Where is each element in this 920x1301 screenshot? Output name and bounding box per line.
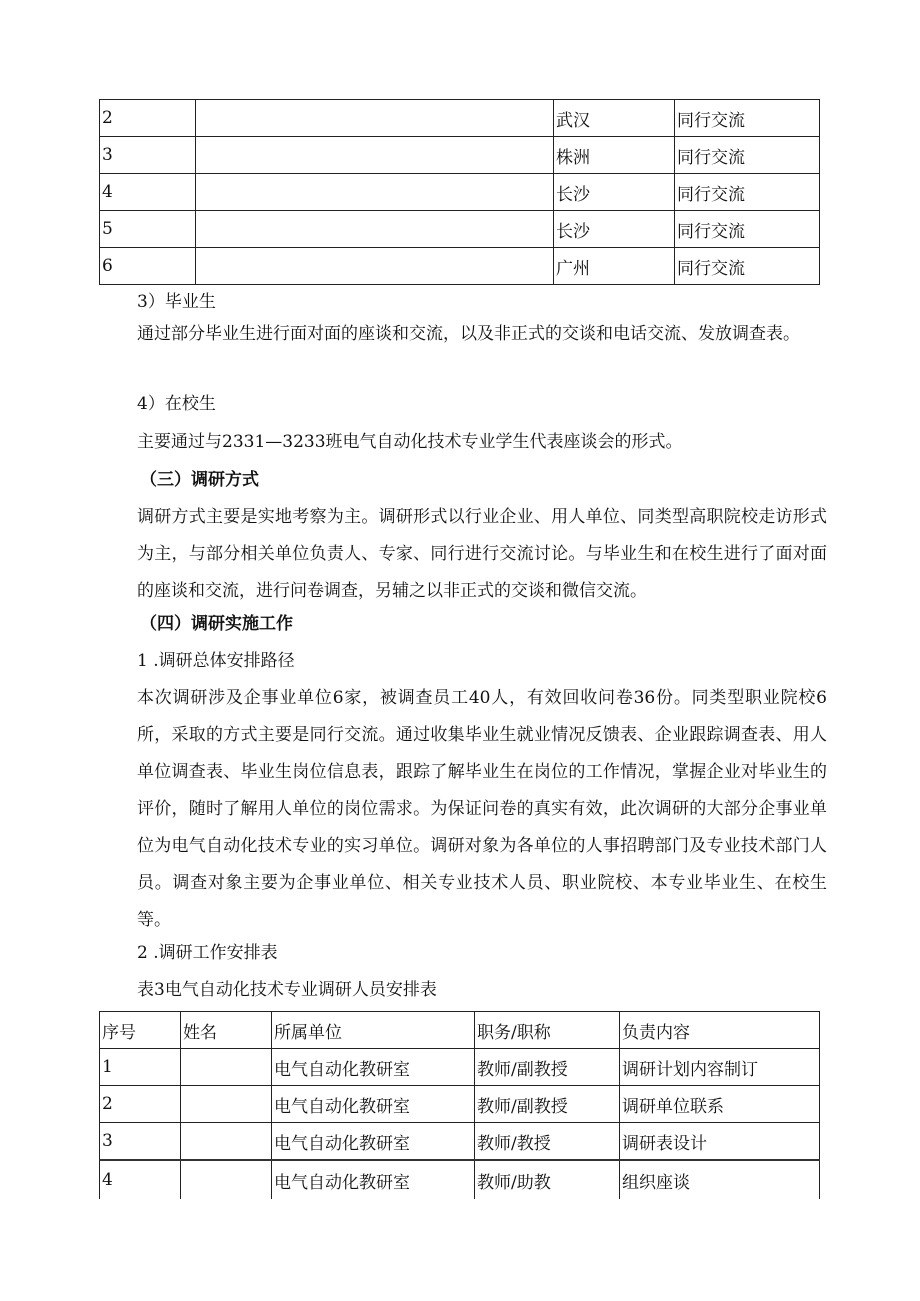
header-number: 序号 bbox=[100, 1012, 181, 1049]
header-name: 姓名 bbox=[181, 1012, 272, 1049]
header-duty: 负责内容 bbox=[620, 1012, 820, 1049]
row-method: 同行交流 bbox=[675, 137, 820, 174]
table-row bbox=[100, 1123, 820, 1161]
row-duty: 调研计划内容制订 bbox=[620, 1049, 820, 1086]
schedule-heading: 2 .调研工作安排表 bbox=[137, 943, 278, 963]
table-row bbox=[100, 1049, 820, 1086]
row-method: 同行交流 bbox=[675, 248, 820, 285]
path-paragraph: 本次调研涉及企事业单位6家，被调查员工40人，有效回收问卷36份。同类型职业院校6所，采取的方式主要是同行交流。通过收集毕业生就业情况反馈表、企业跟踪调查表、用人单位调查表、毕业生岗位信息表，跟踪了解毕业生在岗位的工作情况，掌握企业对毕业生的评价，随时了解用人单位的岗位需求。为保证问卷的真实有效，此次调研的大部分企事业单位为电气自动化技术专业的实习单位。调研对象为各单位的人事招聘部门及专业技术部门人员。调查对象主要为企事业单位、相关专业技术人员、职业院校、本专业毕业生、在校生等。 bbox=[137, 688, 827, 930]
row-number: 3 bbox=[100, 1123, 181, 1161]
method-paragraph: 调研方式主要是实地考察为主。调研形式以行业企业、用人单位、同类型高职院校走访形式为主，与部分相关单位负责人、专家、同行进行交流讨论。与毕业生和在校生进行了面对面的座谈和交流，进行问卷调查，另辅之以非正式的交谈和微信交流。 bbox=[137, 507, 827, 601]
row-number: 4 bbox=[100, 174, 196, 211]
row-city: 长沙 bbox=[554, 211, 675, 248]
table-row bbox=[100, 1160, 820, 1199]
table-caption: 表3电气自动化技术专业调研人员安排表 bbox=[137, 980, 437, 1000]
row-number: 2 bbox=[100, 100, 196, 137]
path-heading: 1 .调研总体安排路径 bbox=[137, 651, 295, 671]
row-name bbox=[196, 174, 554, 211]
method-heading: （三）调研方式 bbox=[140, 470, 259, 490]
table-row bbox=[100, 137, 820, 174]
table-header-row bbox=[100, 1012, 820, 1049]
row-number: 6 bbox=[100, 248, 196, 285]
row-number: 1 bbox=[100, 1049, 181, 1086]
row-title: 教师/副教授 bbox=[475, 1049, 620, 1086]
graduates-heading: 3）毕业生 bbox=[137, 292, 216, 312]
row-duty: 调研表设计 bbox=[620, 1123, 820, 1161]
row-unit: 电气自动化教研室 bbox=[272, 1160, 475, 1199]
row-city: 株洲 bbox=[554, 137, 675, 174]
row-name bbox=[196, 100, 554, 137]
row-city: 武汉 bbox=[554, 100, 675, 137]
table-row bbox=[100, 211, 820, 248]
table-row bbox=[100, 100, 820, 137]
row-name bbox=[196, 211, 554, 248]
implementation-heading: （四）调研实施工作 bbox=[140, 614, 293, 634]
row-city: 广州 bbox=[554, 248, 675, 285]
row-name bbox=[196, 137, 554, 174]
row-name bbox=[181, 1086, 272, 1123]
survey-target-table bbox=[99, 99, 820, 285]
row-unit: 电气自动化教研室 bbox=[272, 1086, 475, 1123]
table-row bbox=[100, 1086, 820, 1123]
row-unit: 电气自动化教研室 bbox=[272, 1049, 475, 1086]
row-title: 教师/教授 bbox=[475, 1123, 620, 1161]
table-row bbox=[100, 248, 820, 285]
row-duty: 调研单位联系 bbox=[620, 1086, 820, 1123]
row-title: 教师/助教 bbox=[475, 1160, 620, 1199]
students-paragraph: 主要通过与2331—3233班电气自动化技术专业学生代表座谈会的形式。 bbox=[137, 432, 683, 452]
row-name bbox=[181, 1123, 272, 1161]
row-number: 2 bbox=[100, 1086, 181, 1123]
row-method: 同行交流 bbox=[675, 211, 820, 248]
row-number: 5 bbox=[100, 211, 196, 248]
graduates-paragraph: 通过部分毕业生进行面对面的座谈和交流，以及非正式的交谈和电话交流、发放调查表。 bbox=[137, 324, 800, 344]
row-name bbox=[196, 248, 554, 285]
row-city: 长沙 bbox=[554, 174, 675, 211]
row-name bbox=[181, 1049, 272, 1086]
row-number: 4 bbox=[100, 1160, 181, 1199]
row-number: 3 bbox=[100, 137, 196, 174]
row-title: 教师/副教授 bbox=[475, 1086, 620, 1123]
header-unit: 所属单位 bbox=[272, 1012, 475, 1049]
students-heading: 4）在校生 bbox=[137, 394, 216, 414]
table-row bbox=[100, 174, 820, 211]
row-duty: 组织座谈 bbox=[620, 1160, 820, 1199]
row-method: 同行交流 bbox=[675, 100, 820, 137]
staff-arrangement-table bbox=[99, 1011, 820, 1199]
row-unit: 电气自动化教研室 bbox=[272, 1123, 475, 1161]
row-name bbox=[181, 1160, 272, 1199]
row-method: 同行交流 bbox=[675, 174, 820, 211]
header-title: 职务/职称 bbox=[475, 1012, 620, 1049]
